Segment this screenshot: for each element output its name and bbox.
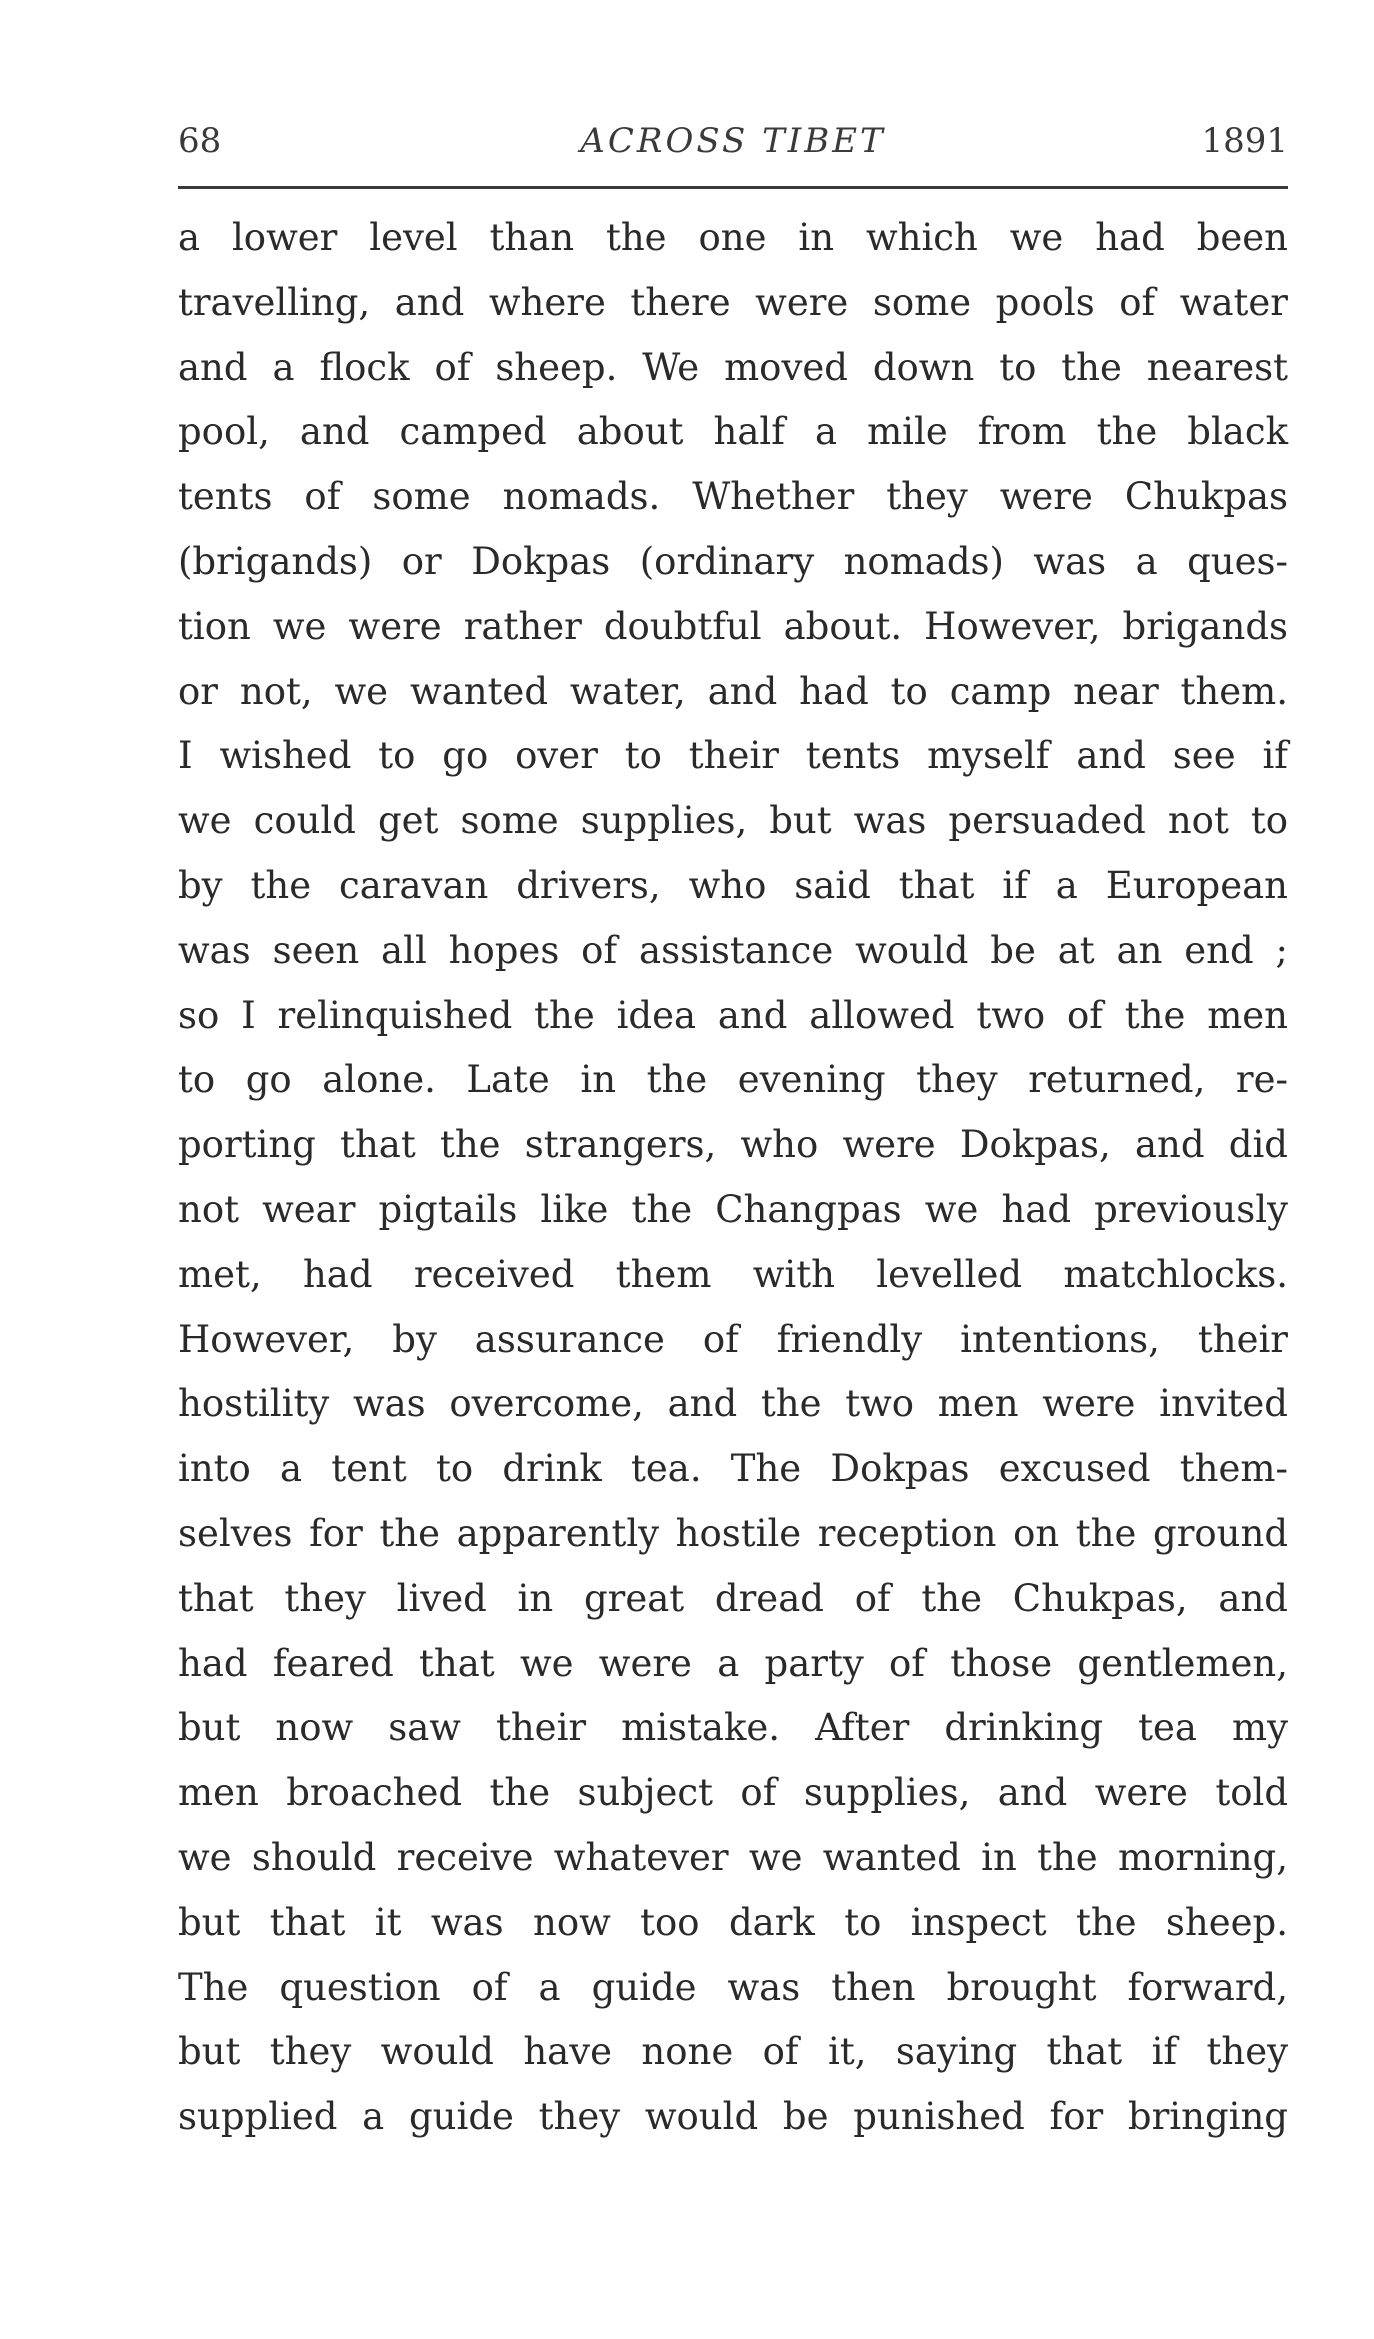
- header-rule: [178, 186, 1288, 189]
- text-line: travelling, and where there were some pools of water: [178, 280, 1288, 324]
- running-head: [178, 116, 1288, 166]
- text-line: supplied a guide they would be punished for bringing: [178, 2095, 1288, 2139]
- text-line: but now saw their mistake. After drinking tea my: [178, 1706, 1288, 1750]
- text-line: pool, and camped about half a mile from the black: [178, 410, 1288, 454]
- text-line: but that it was now too dark to inspect the sheep.: [178, 1900, 1288, 1944]
- running-year: 1891: [1201, 121, 1288, 161]
- text-line: we should receive whatever we wanted in the morning,: [178, 1835, 1288, 1879]
- text-line: into a tent to drink tea. The Dokpas excused them-: [178, 1447, 1288, 1491]
- text-line: tion we were rather doubtful about. However, brigands: [178, 604, 1288, 648]
- text-line: I wished to go over to their tents myself and see if: [178, 734, 1288, 778]
- text-line: hostility was overcome, and the two men were invited: [178, 1382, 1288, 1426]
- text-line: porting that the strangers, who were Dokpas, and did: [178, 1123, 1288, 1167]
- body-text: [178, 206, 1288, 2150]
- text-line: to go alone. Late in the evening they returned, re-: [178, 1058, 1288, 1102]
- text-line: by the caravan drivers, who said that if a European: [178, 863, 1288, 907]
- running-title: ACROSS TIBET: [580, 121, 886, 161]
- text-line: (brigands) or Dokpas (ordinary nomads) was a ques-: [178, 539, 1288, 583]
- text-line: we could get some supplies, but was persuaded not to: [178, 799, 1288, 843]
- text-line: that they lived in great dread of the Chukpas, and: [178, 1576, 1288, 1620]
- text-line: The question of a guide was then brought forward,: [178, 1965, 1288, 2009]
- text-line: met, had received them with levelled matchlocks.: [178, 1252, 1288, 1296]
- page-number: 68: [178, 121, 222, 161]
- text-line: not wear pigtails like the Changpas we had previously: [178, 1187, 1288, 1231]
- text-line: a lower level than the one in which we had been: [178, 216, 1288, 259]
- text-line: men broached the subject of supplies, and were told: [178, 1771, 1288, 1815]
- text-line: or not, we wanted water, and had to camp near them.: [178, 669, 1288, 713]
- text-line: but they would have none of it, saying that if they: [178, 2030, 1288, 2074]
- text-line: and a flock of sheep. We moved down to the nearest: [178, 345, 1288, 389]
- text-line: had feared that we were a party of those gentlemen,: [178, 1641, 1288, 1685]
- text-line: selves for the apparently hostile reception on the ground: [178, 1511, 1288, 1555]
- text-line: However, by assurance of friendly intentions, their: [178, 1317, 1288, 1361]
- text-line: tents of some nomads. Whether they were Chukpas: [178, 475, 1288, 519]
- text-line: so I relinquished the idea and allowed two of the men: [178, 993, 1288, 1037]
- text-line: was seen all hopes of assistance would be at an end ;: [178, 928, 1288, 972]
